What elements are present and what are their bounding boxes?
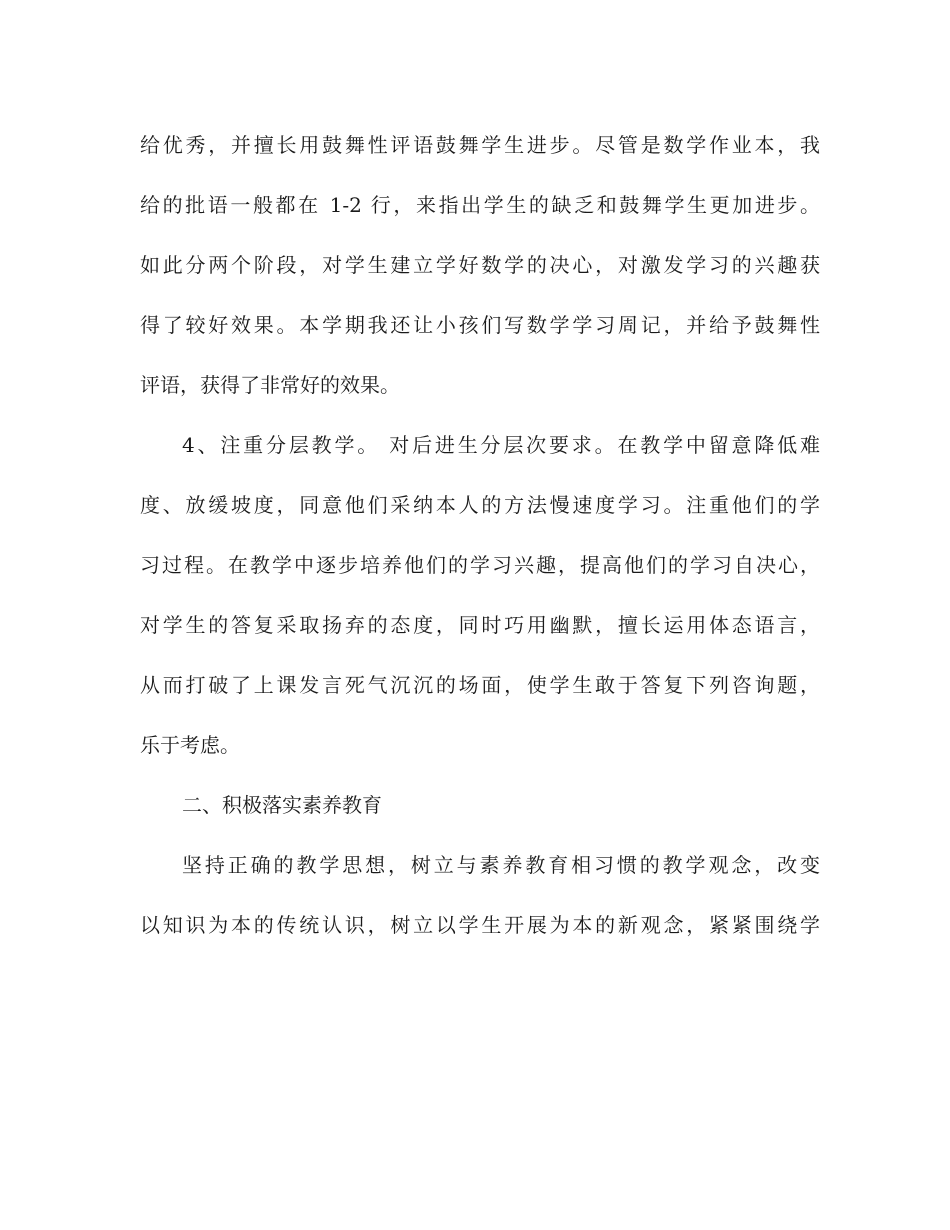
- text-line: 对学生的答复采取扬弃的态度，同时巧用幽默，擅长运用体态语言，: [140, 613, 820, 637]
- text-line: 二、积极落实素养教育: [182, 793, 382, 817]
- text-line: 坚持正确的教学思想，树立与素养教育相习惯的教学观念，改变: [182, 853, 820, 877]
- text-line: 评语，获得了非常好的效果。: [140, 373, 400, 397]
- text-line: 如此分两个阶段，对学生建立学好数学的决心，对激发学习的兴趣获: [140, 253, 820, 277]
- text-line: 给的批语一般都在 1-2 行，来指出学生的缺乏和鼓舞学生更加进步。: [140, 193, 820, 217]
- text-line: 从而打破了上课发言死气沉沉的场面，使学生敢于答复下列咨询题，: [140, 673, 820, 697]
- text-line: 习过程。在教学中逐步培养他们的学习兴趣，提高他们的学习自决心，: [140, 553, 820, 577]
- text-line: 得了较好效果。本学期我还让小孩们写数学学习周记，并给予鼓舞性: [140, 313, 820, 337]
- text-line: 4、注重分层教学。 对后进生分层次要求。在教学中留意降低难: [182, 433, 820, 457]
- text-line: 乐于考虑。: [140, 733, 240, 757]
- text-line: 给优秀，并擅长用鼓舞性评语鼓舞学生进步。尽管是数学作业本，我: [140, 133, 820, 157]
- text-line: 以知识为本的传统认识，树立以学生开展为本的新观念，紧紧围绕学: [140, 913, 820, 937]
- body-text: [140, 120, 820, 960]
- text-line: 度、放缓坡度，同意他们采纳本人的方法慢速度学习。注重他们的学: [140, 493, 820, 517]
